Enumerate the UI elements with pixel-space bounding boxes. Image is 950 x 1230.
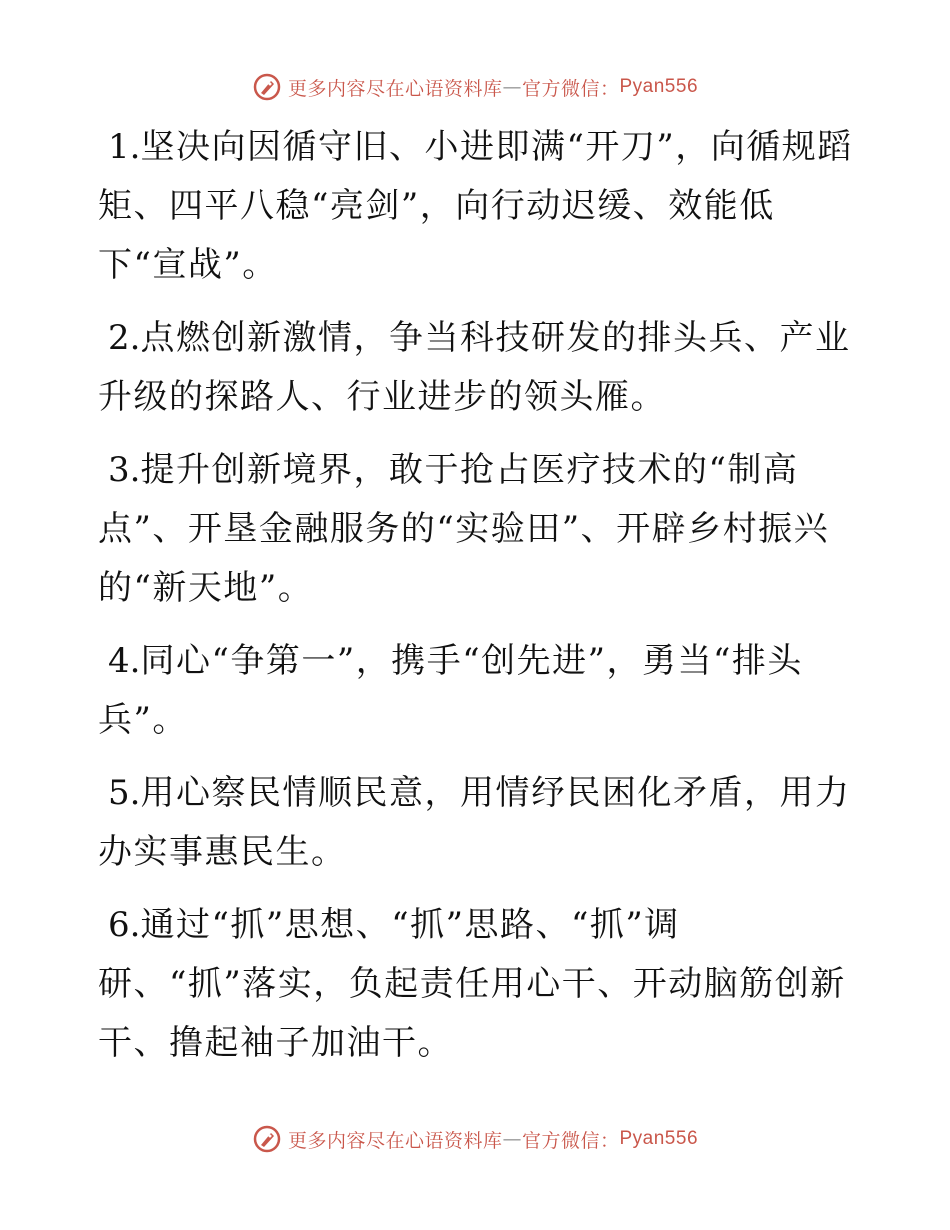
watermark-wechat-label: 官方微信：: [521, 77, 620, 100]
document-body: [98, 118, 858, 1087]
paragraph-number: 6.: [108, 905, 141, 945]
paragraph-number: 5.: [108, 773, 141, 813]
paragraph-4: [98, 632, 858, 750]
paragraph-number: 4.: [108, 641, 141, 681]
watermark-dash: —: [502, 76, 522, 98]
paragraph-text: 提升创新境界，敢于抢占医疗技术的“制高点”、开垦金融服务的“实验田”、开辟乡村振兴的“新天地”。: [98, 450, 830, 608]
watermark-wechat-label: 官方微信：: [521, 1129, 620, 1152]
paragraph-2: [98, 309, 858, 427]
watermark-handle: Pyan556: [619, 1128, 699, 1149]
pen-nib-logo-icon: [252, 72, 282, 102]
paragraph-text: 同心“争第一”，携手“创先进”，勇当“排头兵”。: [98, 641, 803, 740]
footer-watermark: [0, 1124, 950, 1154]
paragraph-number: 3.: [108, 450, 141, 490]
paragraph-text: 通过“抓”思想、“抓”思路、“抓”调研、“抓”落实，负起责任用心干、开动脑筋创新干、撸起袖子加油干。: [98, 905, 846, 1063]
paragraph-text: 点燃创新激情，争当科技研发的排头兵、产业升级的探路人、行业进步的领头雁。: [98, 318, 851, 417]
watermark-site-text: 更多内容尽在心语资料库: [287, 77, 503, 100]
watermark-dash: —: [502, 1128, 522, 1150]
watermark-site-text: 更多内容尽在心语资料库: [287, 1129, 503, 1152]
paragraph-5: [98, 764, 858, 882]
paragraph-text: 用心察民情顺民意，用情纾民困化矛盾，用力办实事惠民生。: [98, 773, 851, 872]
paragraph-text: 坚决向因循守旧、小进即满“开刀”，向循规蹈矩、四平八稳“亮剑”，向行动迟缓、效能低下“宣战”。: [98, 127, 853, 285]
paragraph-number: 1.: [108, 127, 141, 167]
pen-nib-logo-icon: [252, 1124, 282, 1154]
paragraph-number: 2.: [108, 318, 141, 358]
paragraph-1: [98, 118, 858, 295]
paragraph-6: [98, 896, 858, 1073]
header-watermark: [0, 72, 950, 102]
watermark-handle: Pyan556: [619, 76, 699, 97]
paragraph-3: [98, 441, 858, 618]
